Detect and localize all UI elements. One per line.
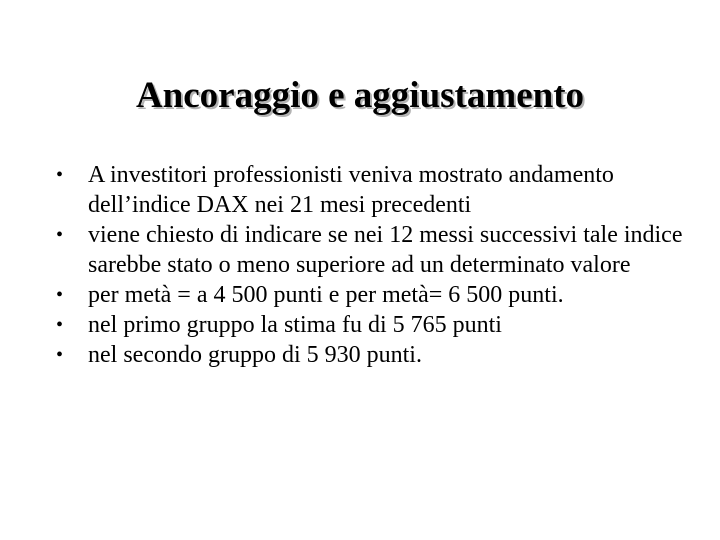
bullet-dot-icon: • bbox=[56, 164, 64, 186]
bullet-text: nel secondo gruppo di 5 930 punti. bbox=[88, 342, 422, 368]
bullet-text: viene chiesto di indicare se nei 12 messi successivi tale indice sarebbe stato o meno superiore ad un determinato valore bbox=[88, 222, 683, 278]
slide-title: Ancoraggio e aggiustamento bbox=[135, 75, 585, 116]
bullet-dot-icon: • bbox=[56, 284, 64, 306]
bullet-item bbox=[56, 340, 696, 370]
bullet-item bbox=[56, 280, 696, 310]
bullet-text: A investitori professionisti veniva mostrato andamento dell’indice DAX nei 21 mesi precedenti bbox=[88, 162, 614, 218]
bullet-item bbox=[56, 310, 696, 340]
bullet-dot-icon: • bbox=[56, 344, 64, 366]
bullet-list bbox=[56, 160, 696, 370]
bullet-text: per metà = a 4 500 punti e per metà= 6 500 punti. bbox=[88, 282, 564, 308]
bullet-item bbox=[56, 160, 696, 220]
bullet-dot-icon: • bbox=[56, 314, 64, 336]
bullet-text: nel primo gruppo la stima fu di 5 765 punti bbox=[88, 312, 502, 338]
bullet-item bbox=[56, 220, 696, 280]
bullet-dot-icon: • bbox=[56, 224, 64, 246]
